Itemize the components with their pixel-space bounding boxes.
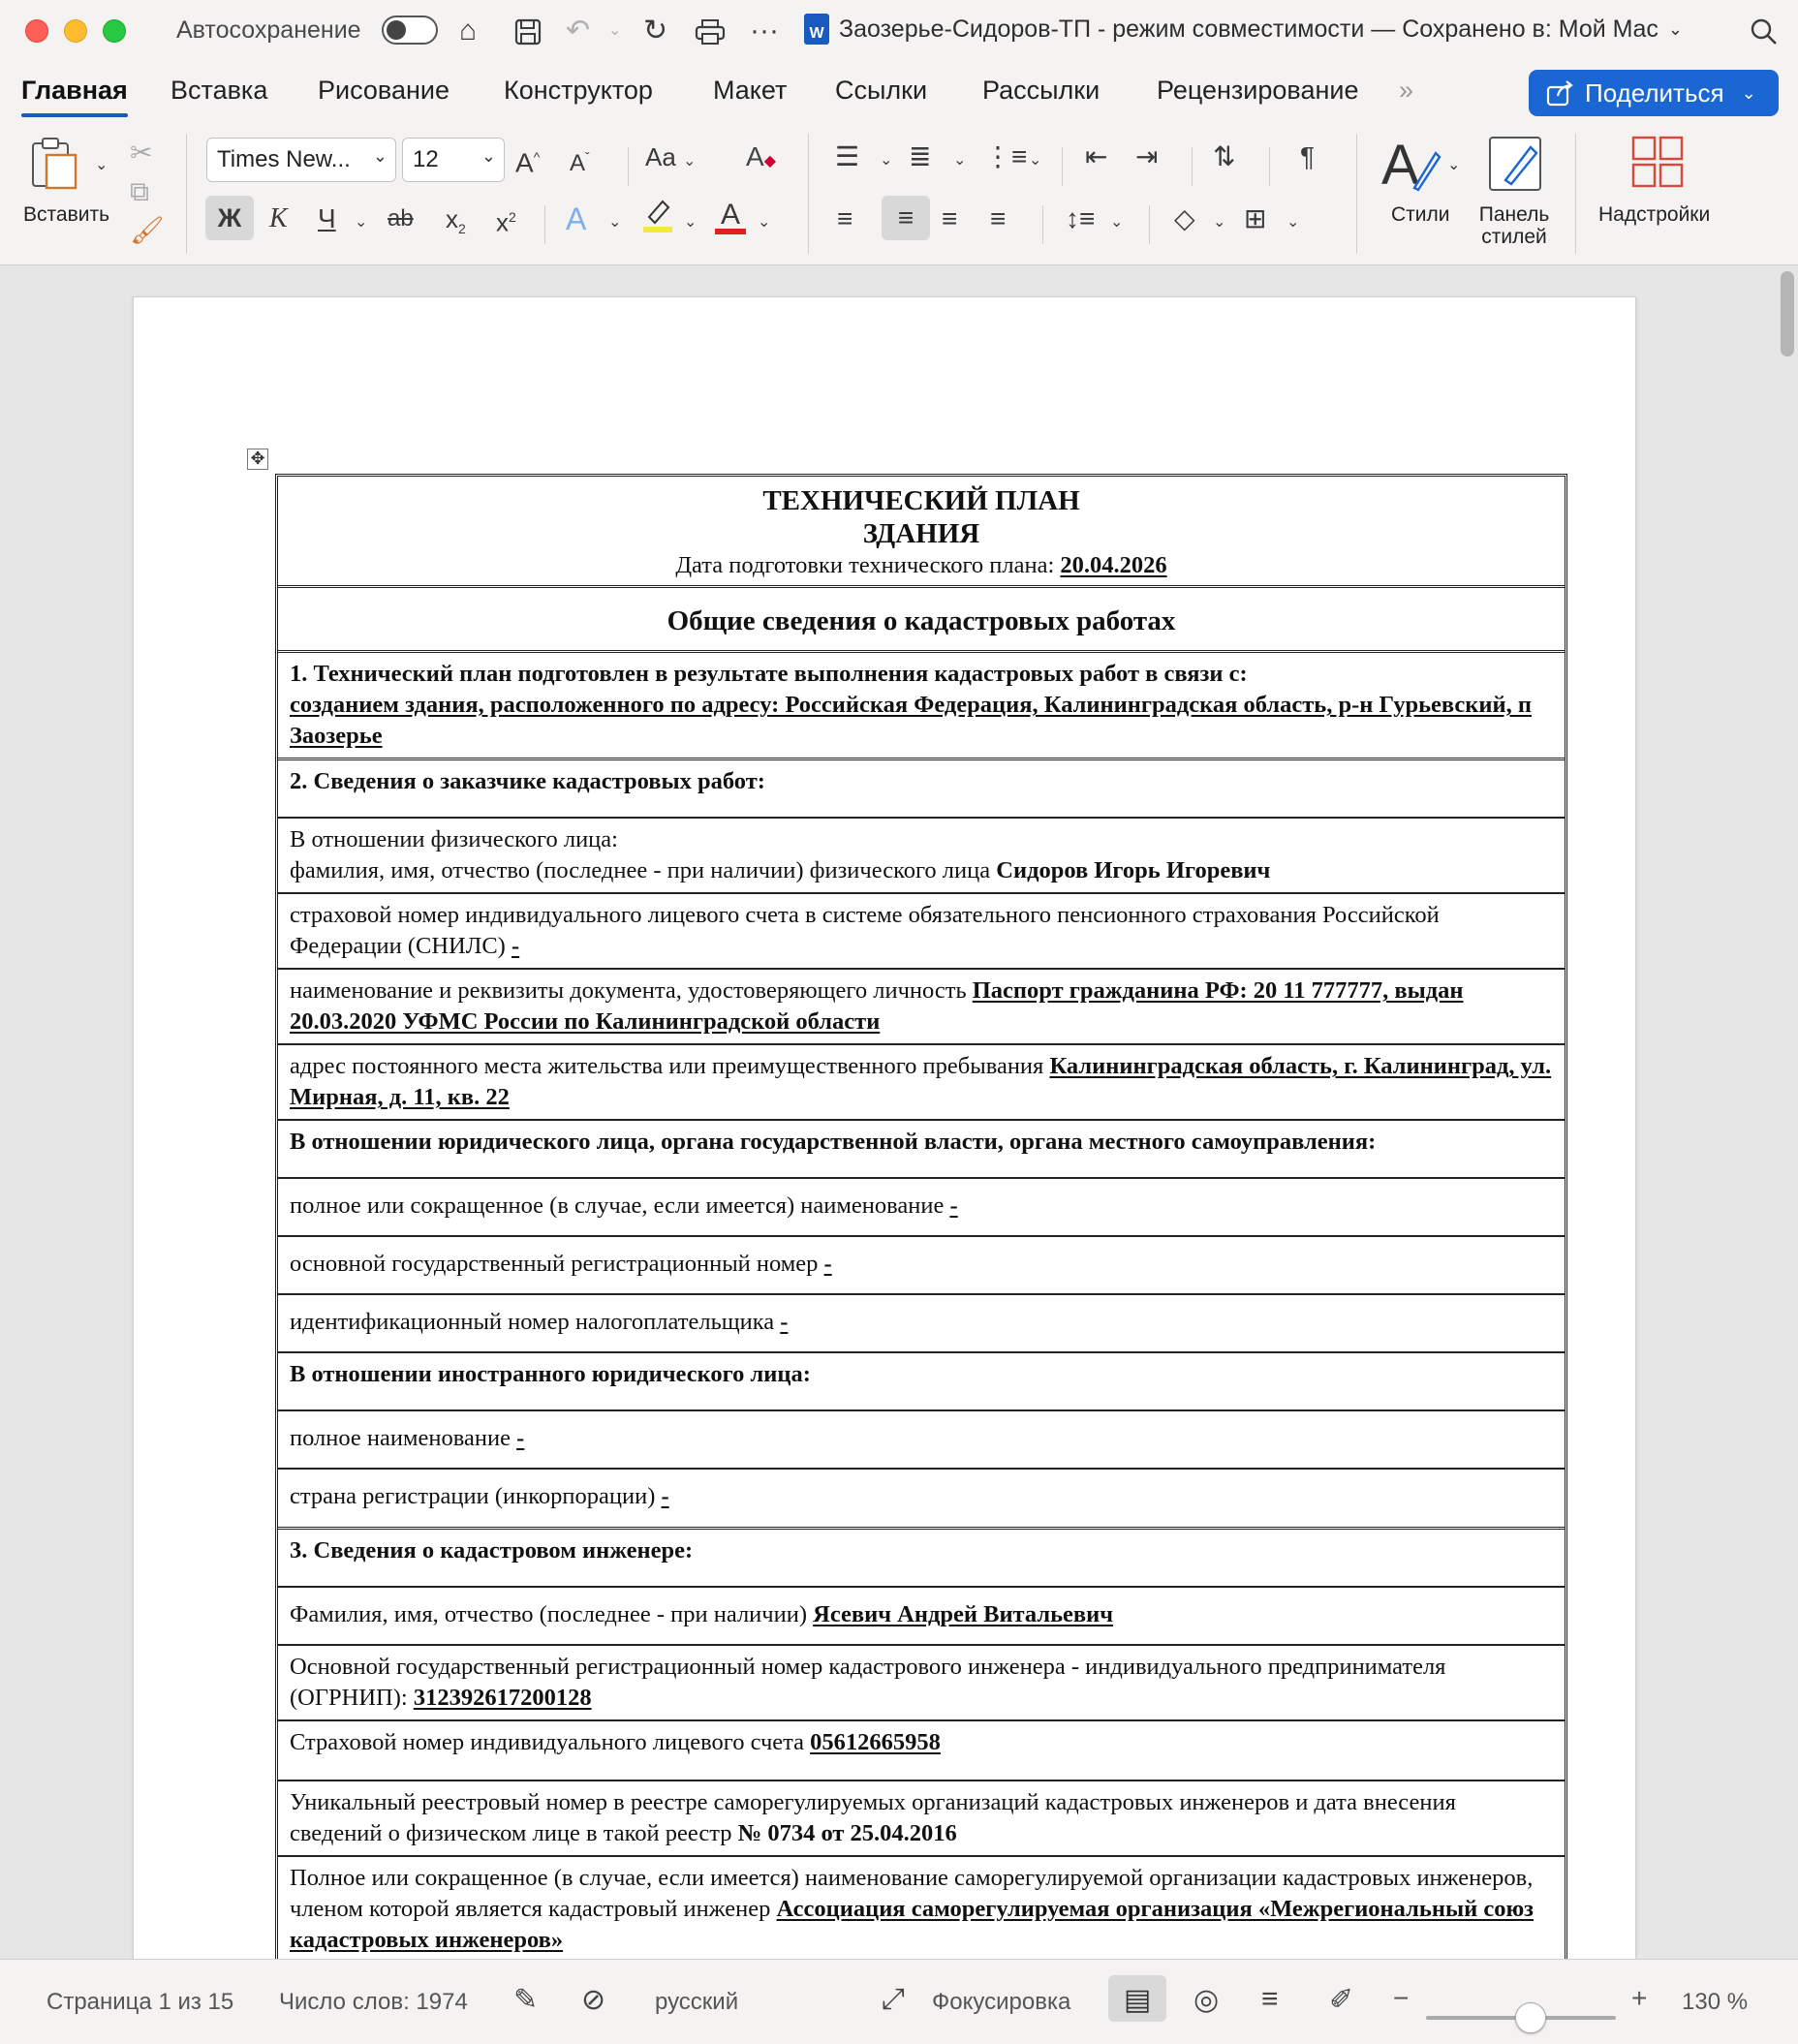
vertical-scrollbar[interactable] xyxy=(1781,271,1794,356)
clear-formatting-icon[interactable]: A◆ xyxy=(746,141,776,171)
individual-header: В отношении физического лица: xyxy=(290,826,618,852)
share-chevron-down-icon: ⌄ xyxy=(1741,82,1756,103)
bullets-icon[interactable]: ☰ xyxy=(835,141,860,171)
paste-label[interactable]: Вставить xyxy=(23,203,110,226)
autosave-label: Автосохранение xyxy=(176,16,361,44)
zoom-out-button[interactable]: − xyxy=(1393,1983,1410,2013)
ogrn-value: - xyxy=(823,1251,832,1277)
underline-chevron-down-icon[interactable]: ⌄ xyxy=(355,214,368,231)
font-color-glyph: A xyxy=(720,199,740,231)
ribbon-separator xyxy=(808,134,809,254)
align-left-icon[interactable]: ≡ xyxy=(837,203,853,233)
id-document-value: Паспорт гражданина РФ: 20 11 777777, выдан 20.03.2020 УФМС России по Калининградской области xyxy=(290,977,1464,1035)
engineer-snils-label: Страховой номер индивидуального лицевого счета xyxy=(290,1729,811,1755)
addins-label[interactable]: Надстройки xyxy=(1598,203,1711,226)
cut-icon[interactable]: ✂ xyxy=(130,138,153,168)
document-area xyxy=(0,265,1798,1959)
share-icon xyxy=(1546,79,1575,107)
document-title xyxy=(804,14,1683,45)
fio-value: Сидоров Игорь Игоревич xyxy=(996,857,1271,883)
change-case-chevron-icon: ⌄ xyxy=(683,153,697,170)
change-case-glyph: Aa xyxy=(645,142,676,171)
borders-icon[interactable]: ⊞ xyxy=(1244,203,1267,233)
legal-entity-header-row xyxy=(278,1121,1565,1179)
outline-view-icon[interactable]: ≡ xyxy=(1261,1983,1279,2015)
document-table xyxy=(275,474,1567,1959)
status-bar xyxy=(0,1959,1798,2044)
date-label: Дата подготовки технического плана: xyxy=(675,552,1061,578)
engineer-snils-row xyxy=(278,1721,1565,1781)
customer-individual-fio-row xyxy=(278,819,1565,894)
snils-value: - xyxy=(511,933,520,959)
country-row xyxy=(278,1470,1565,1530)
date-value: 20.04.2026 xyxy=(1060,552,1167,578)
ribbon-separator xyxy=(1192,147,1193,186)
autosave-toggle[interactable] xyxy=(382,15,438,45)
format-painter-icon[interactable]: 🖌 xyxy=(130,215,165,245)
numbering-icon[interactable]: ≣ xyxy=(909,141,932,171)
ribbon-separator xyxy=(1042,205,1043,244)
close-window-button[interactable] xyxy=(25,19,48,43)
line-spacing-icon[interactable]: ↕≡ xyxy=(1066,203,1096,233)
fio-label: фамилия, имя, отчество (последнее - при наличии) физического лица xyxy=(290,857,997,883)
copy-icon[interactable]: ⧉ xyxy=(130,176,149,206)
line-spacing-chevron-down-icon[interactable]: ⌄ xyxy=(1110,214,1124,231)
more-commands-icon[interactable]: ··· xyxy=(750,15,779,46)
grow-font-icon[interactable] xyxy=(515,138,540,182)
increase-indent-icon[interactable]: ⇥ xyxy=(1135,141,1159,171)
tab-home[interactable]: Главная xyxy=(21,76,128,105)
save-icon[interactable] xyxy=(513,12,542,57)
addins-icon[interactable] xyxy=(1629,134,1688,197)
subscript-button[interactable]: $x_2$ xyxy=(446,204,466,237)
window-controls xyxy=(25,19,126,43)
language-indicator[interactable]: русский xyxy=(655,1989,739,2015)
shading-chevron-down-icon[interactable]: ⌄ xyxy=(1213,214,1226,231)
table-move-handle-icon[interactable]: ✥ xyxy=(247,449,268,470)
show-formatting-marks-icon[interactable]: ¶ xyxy=(1300,141,1316,171)
ribbon-separator xyxy=(1575,134,1576,254)
accessibility-check-icon[interactable]: ✎ xyxy=(513,1984,539,2016)
address-value: Калининградская область, г. Калининград, ул. Мирная, д. 11, кв. 22 xyxy=(290,1053,1552,1110)
font-size-dropdown[interactable] xyxy=(402,138,505,182)
paste-chevron-down-icon[interactable]: ⌄ xyxy=(95,157,108,173)
print-icon[interactable] xyxy=(694,12,727,57)
font-size-chevron-down-icon: ⌄ xyxy=(480,146,496,166)
styles-chevron-down-icon[interactable]: ⌄ xyxy=(1447,157,1461,173)
address-label: адрес постоянного места жительства или преимущественного пребывания xyxy=(290,1053,1050,1079)
change-case-icon[interactable] xyxy=(645,138,696,181)
eraser-mark: ◆ xyxy=(763,153,776,170)
bullets-chevron-down-icon[interactable]: ⌄ xyxy=(880,152,893,169)
multilevel-list-icon[interactable]: ⋮≡ xyxy=(984,141,1028,171)
ribbon-separator xyxy=(544,205,545,244)
align-right-icon[interactable]: ≡ xyxy=(942,203,958,233)
tab-insert[interactable]: Вставка xyxy=(170,76,268,105)
word-count[interactable]: Число слов: 1974 xyxy=(279,1989,468,2015)
foreign-entity-header: В отношении иностранного юридического лица: xyxy=(290,1361,811,1387)
focus-icon[interactable]: ⤢ xyxy=(882,1983,905,2015)
legal-name-value: - xyxy=(949,1192,958,1219)
undo-icon[interactable]: ↶ xyxy=(566,15,591,46)
inn-row xyxy=(278,1295,1565,1353)
paste-icon[interactable] xyxy=(29,136,79,197)
engineer-section-header xyxy=(278,1530,1565,1588)
tab-review[interactable]: Рецензирование xyxy=(1157,76,1359,105)
underline-button[interactable]: Ч xyxy=(318,203,336,233)
registry-label: Уникальный реестровый номер в реестре саморегулируемых организаций кадастровых инженеров и дата внесения сведений о физическом лице в такой реестр xyxy=(290,1789,1456,1846)
word-document-icon: W xyxy=(804,14,829,45)
engineer-fio-value: Ясевич Андрей Витальевич xyxy=(813,1601,1114,1627)
reason-label: 1. Технический план подготовлен в результате выполнения кадастровых работ в связи с: xyxy=(290,661,1248,687)
redo-icon[interactable]: ↻ xyxy=(643,15,668,46)
shading-icon[interactable]: ◇ xyxy=(1174,203,1195,233)
ogrn-label: основной государственный регистрационный номер xyxy=(290,1251,824,1277)
styles-pane-icon[interactable] xyxy=(1486,134,1546,199)
inn-label: идентификационный номер налогоплательщика xyxy=(290,1309,781,1335)
ribbon-separator xyxy=(1356,134,1357,254)
id-document-label: наименование и реквизиты документа, удостоверяющего личность xyxy=(290,977,973,1004)
document-heading-line1: ТЕХНИЧЕСКИЙ ПЛАН xyxy=(762,485,1080,516)
italic-button[interactable]: К xyxy=(269,203,288,233)
ogrnip-value: 312392617200128 xyxy=(413,1685,592,1711)
borders-chevron-down-icon[interactable]: ⌄ xyxy=(1286,214,1300,231)
shrink-font-glyph: A xyxy=(570,150,586,176)
highlight-chevron-down-icon[interactable]: ⌄ xyxy=(684,214,698,231)
styles-label[interactable]: Стили xyxy=(1391,203,1450,226)
tab-design[interactable]: Конструктор xyxy=(504,76,653,105)
sro-value: Ассоциация саморегулируемая организация «Межрегиональный союз кадастровых инженеров» xyxy=(290,1896,1534,1953)
focus-label[interactable]: Фокусировка xyxy=(932,1989,1071,2015)
ribbon-separator xyxy=(1269,147,1270,186)
styles-icon[interactable] xyxy=(1380,134,1443,201)
zoom-in-button[interactable]: + xyxy=(1631,1983,1648,2013)
web-layout-icon[interactable]: ◎ xyxy=(1194,1984,1220,2016)
foreign-name-label: полное наименование xyxy=(290,1425,517,1451)
title-chevron-down-icon[interactable]: ⌄ xyxy=(1667,18,1683,39)
justify-icon[interactable]: ≡ xyxy=(990,203,1007,233)
multilevel-chevron-down-icon[interactable]: ⌄ xyxy=(1029,152,1042,169)
document-heading-line2: ЗДАНИЯ xyxy=(862,518,980,549)
zoom-window-button[interactable] xyxy=(103,19,126,43)
print-layout-icon: ▤ xyxy=(1124,1984,1152,2016)
page-count[interactable]: Страница 1 из 15 xyxy=(46,1989,234,2015)
foreign-entity-header-row xyxy=(278,1353,1565,1411)
ogrnip-label: Основной государственный регистрационный номер кадастрового инженера - индивидуального предпринимателя (ОГРНИП): xyxy=(290,1654,1446,1711)
legal-name-label: полное или сокращенное (в случае, если имеется) наименование xyxy=(290,1192,950,1219)
legal-entity-header: В отношении юридического лица, органа государственной власти, органа местного самоуправления: xyxy=(290,1129,1377,1155)
customer-id-document-row xyxy=(278,970,1565,1045)
engineer-ogrnip-row xyxy=(278,1646,1565,1721)
sro-label: Полное или сокращенное (в случае, если имеется) наименование саморегулируемой организации кадастровых инженеров, членом которой является кадастровый инженер xyxy=(290,1865,1534,1922)
document-page xyxy=(133,296,1636,1959)
engineer-sro-row xyxy=(278,1857,1565,1959)
text-effects-chevron-down-icon[interactable]: ⌄ xyxy=(608,214,622,231)
search-icon[interactable] xyxy=(1750,12,1779,54)
snils-label: страховой номер индивидуального лицевого счета в системе обязательного пенсионного страхования Российской Федерации (СНИЛС) xyxy=(290,902,1440,959)
engineer-fio-row xyxy=(278,1588,1565,1646)
foreign-name-value: - xyxy=(516,1425,525,1451)
engineer-registry-row xyxy=(278,1781,1565,1857)
shrink-font-caret: ˇ xyxy=(585,149,590,165)
font-name-dropdown[interactable] xyxy=(206,138,396,182)
ribbon-separator xyxy=(1149,205,1150,244)
customer-section-label: 2. Сведения о заказчике кадастровых работ: xyxy=(290,768,765,794)
font-color-chevron-down-icon[interactable]: ⌄ xyxy=(758,214,771,231)
shrink-font-icon[interactable] xyxy=(570,138,590,183)
ribbon-separator xyxy=(628,147,629,186)
grow-font-glyph: A xyxy=(515,147,534,178)
highlight-color-icon[interactable] xyxy=(641,196,674,245)
title-block xyxy=(278,477,1565,588)
engineer-section-label: 3. Сведения о кадастровом инженере: xyxy=(290,1537,694,1564)
text-effects-button[interactable]: A xyxy=(566,201,587,236)
foreign-name-row xyxy=(278,1411,1565,1470)
svg-text:A: A xyxy=(1381,134,1419,196)
superscript-button[interactable]: $x^2$ xyxy=(496,207,516,237)
proofing-errors-icon[interactable]: ⊘ xyxy=(581,1984,606,2016)
bold-button[interactable]: Ж xyxy=(205,196,254,240)
font-name-value: Times New... xyxy=(217,146,351,172)
inn-value: - xyxy=(780,1309,789,1335)
title-bar xyxy=(0,0,1798,62)
document-title-text: Заозерье-Сидоров-ТП - режим совместимости — Сохранено в: Мой Mac xyxy=(839,15,1658,43)
legal-name-row xyxy=(278,1179,1565,1237)
home-icon[interactable]: ⌂ xyxy=(459,15,478,46)
share-label: Поделиться xyxy=(1585,77,1724,108)
share-button[interactable] xyxy=(1529,70,1779,116)
ribbon-separator xyxy=(186,134,187,254)
more-tabs-icon[interactable]: » xyxy=(1399,76,1414,105)
zoom-slider-knob[interactable] xyxy=(1515,2002,1546,2033)
country-value: - xyxy=(661,1483,669,1509)
ribbon-home xyxy=(0,122,1798,265)
tab-layout[interactable]: Макет xyxy=(713,76,788,105)
tab-mailings[interactable]: Рассылки xyxy=(982,76,1100,105)
font-name-chevron-down-icon: ⌄ xyxy=(372,146,388,166)
customer-address-row xyxy=(278,1045,1565,1121)
customer-snils-row xyxy=(278,894,1565,970)
decrease-indent-icon[interactable]: ⇤ xyxy=(1085,141,1108,171)
draft-view-icon[interactable]: ✐ xyxy=(1329,1984,1354,2016)
ogrn-row xyxy=(278,1237,1565,1295)
numbering-chevron-down-icon[interactable]: ⌄ xyxy=(953,152,967,169)
reason-value: созданием здания, расположенного по адресу: Российская Федерация, Калининградская область, р-н Гурьевский, п Заозерье xyxy=(290,692,1533,749)
strikethrough-button[interactable]: ab xyxy=(388,205,414,232)
preparation-date-line xyxy=(290,550,1553,581)
align-center-icon[interactable]: ≡ xyxy=(882,196,930,240)
registry-value: № 0734 от 25.04.2016 xyxy=(737,1820,957,1846)
sort-icon[interactable]: ⇅ xyxy=(1213,141,1236,171)
undo-dropdown-chevron-icon[interactable]: ⌄ xyxy=(608,22,622,39)
country-label: страна регистрации (инкорпорации) xyxy=(290,1483,662,1509)
engineer-snils-value: 05612665958 xyxy=(810,1729,941,1755)
customer-section-header xyxy=(278,760,1565,819)
minimize-window-button[interactable] xyxy=(64,19,87,43)
tab-draw[interactable]: Рисование xyxy=(318,76,450,105)
styles-pane-label[interactable]: Панель стилей xyxy=(1478,203,1550,248)
engineer-fio-label: Фамилия, имя, отчество (последнее - при наличии) xyxy=(290,1601,814,1627)
tab-references[interactable]: Ссылки xyxy=(835,76,928,105)
ribbon-separator xyxy=(1062,147,1063,186)
font-size-value: 12 xyxy=(413,146,439,172)
zoom-level[interactable]: 130 % xyxy=(1682,1989,1749,2015)
section-header: Общие сведения о кадастровых работах xyxy=(278,588,1565,653)
reason-block xyxy=(278,653,1565,760)
font-color-button[interactable] xyxy=(715,196,746,234)
grow-font-caret: ^ xyxy=(533,149,541,165)
